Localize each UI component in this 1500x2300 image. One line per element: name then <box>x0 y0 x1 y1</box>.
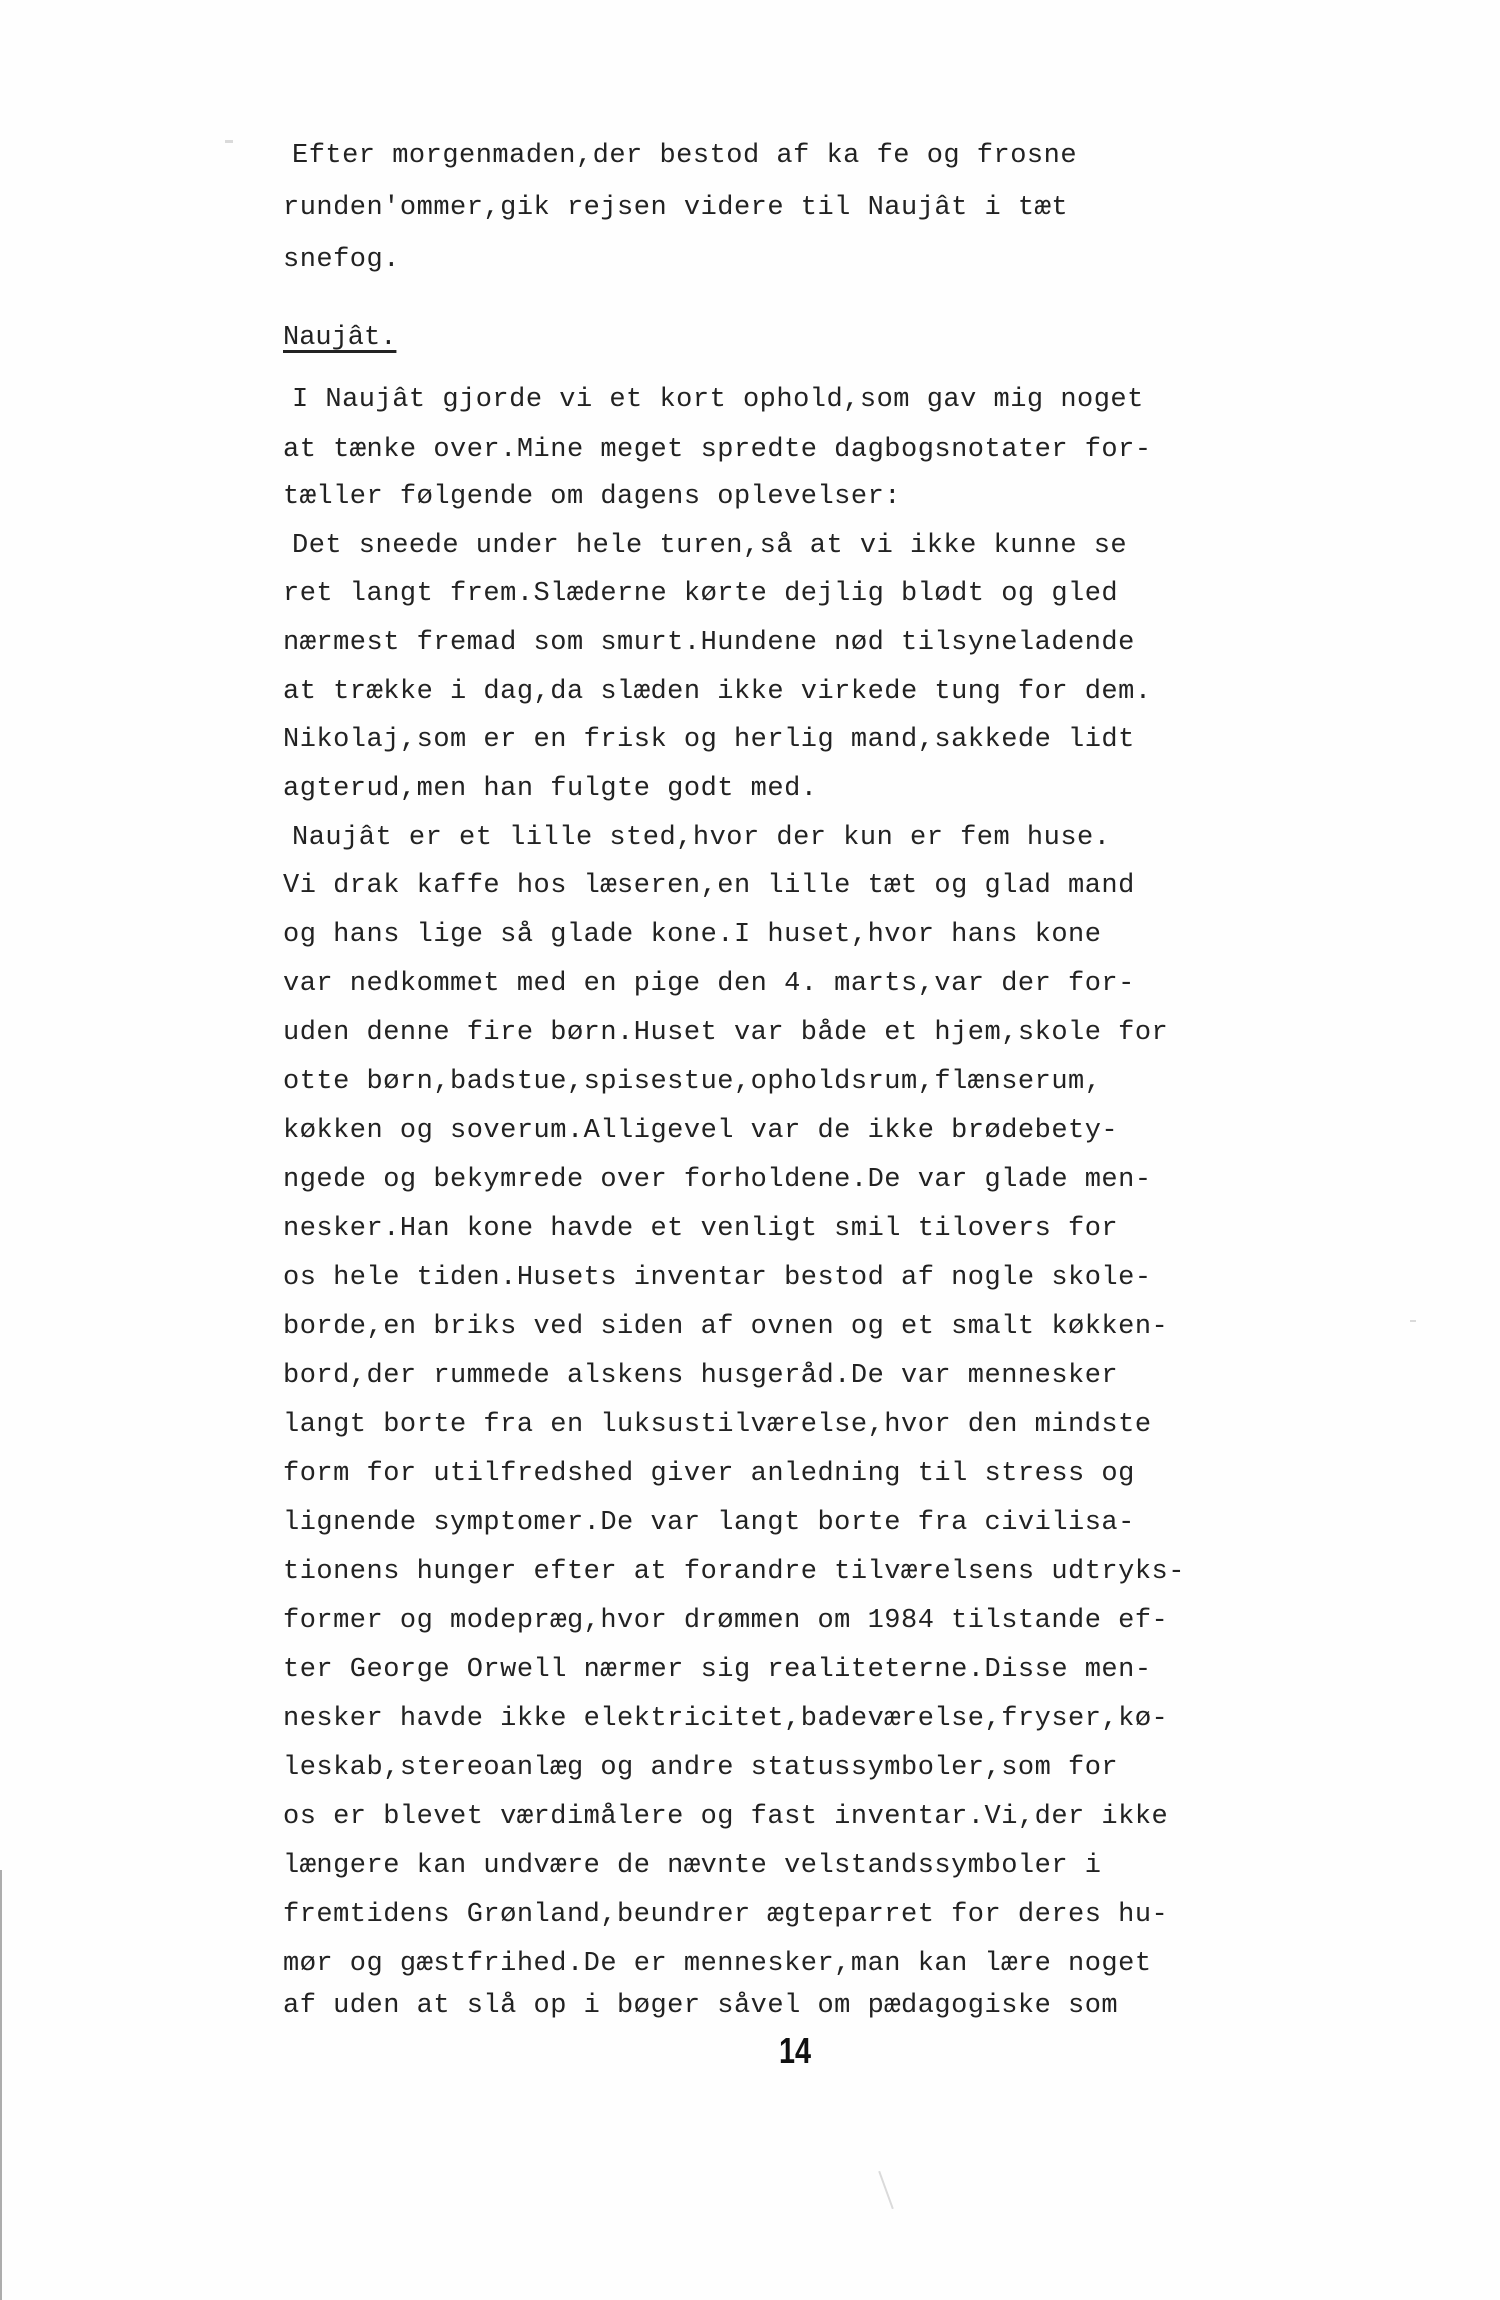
text-line: langt borte fra en luksustilværelse,hvor den mindste <box>283 1410 1152 1440</box>
text-line: ret langt frem.Slæderne kørte dejlig blødt og gled <box>283 579 1119 609</box>
page-edge <box>0 1870 2 2300</box>
text-line: form for utilfredshed giver anledning til stress og <box>283 1459 1135 1489</box>
text-line: I Naujât gjorde vi et kort ophold,som gav mig noget <box>292 385 1144 415</box>
text-line: køkken og soverum.Alligevel var de ikke brødebety- <box>283 1116 1119 1146</box>
text-line: former og modepræg,hvor drømmen om 1984 tilstande ef- <box>283 1606 1169 1636</box>
text-line: lignende symptomer.De var langt borte fra civilisa- <box>283 1508 1135 1538</box>
text-line: borde,en briks ved siden af ovnen og et smalt køkken- <box>283 1312 1169 1342</box>
text-line: tionens hunger efter at forandre tilværelsens udtryks- <box>283 1557 1185 1587</box>
text-line: runden'ommer,gik rejsen videre til Naujât i tæt <box>283 193 1069 223</box>
scan-speck <box>225 140 233 143</box>
text-line: at tænke over.Mine meget spredte dagbogsnotater for- <box>283 435 1152 465</box>
text-line: leskab,stereoanlæg og andre statussymboler,som for <box>283 1753 1119 1783</box>
text-line: nesker.Han kone havde et venligt smil tilovers for <box>283 1214 1119 1244</box>
text-line: nesker havde ikke elektricitet,badeværelse,fryser,kø- <box>283 1704 1169 1734</box>
text-line: tæller følgende om dagens oplevelser: <box>283 482 901 512</box>
text-line: fremtidens Grønland,beundrer ægteparret for deres hu- <box>283 1900 1169 1930</box>
text-line: og hans lige så glade kone.I huset,hvor hans kone <box>283 920 1102 950</box>
text-line: af uden at slå op i bøger såvel om pædagogiske som <box>283 1991 1119 2021</box>
text-line: ter George Orwell nærmer sig realiteterne.Disse men- <box>283 1655 1152 1685</box>
text-line: Nikolaj,som er en frisk og herlig mand,sakkede lidt <box>283 725 1135 755</box>
text-line: Naujât er et lille sted,hvor der kun er fem huse. <box>292 823 1111 853</box>
text-line: agterud,men han fulgte godt med. <box>283 774 818 804</box>
text-line: at trække i dag,da slæden ikke virkede tung for dem. <box>283 677 1152 707</box>
text-line: Det sneede under hele turen,så at vi ikke kunne se <box>292 531 1128 561</box>
text-line: os er blevet værdimålere og fast inventar.Vi,der ikke <box>283 1802 1169 1832</box>
text-line: længere kan undvære de nævnte velstandssymboler i <box>283 1851 1102 1881</box>
section-heading: Naujât. <box>283 323 397 353</box>
text-line: bord,der rummede alskens husgeråd.De var mennesker <box>283 1361 1119 1391</box>
text-line: mør og gæstfrihed.De er mennesker,man kan lære noget <box>283 1949 1152 1979</box>
text-line: snefog. <box>283 245 400 275</box>
scan-speck <box>878 2171 894 2209</box>
text-line: Vi drak kaffe hos læseren,en lille tæt og glad mand <box>283 871 1135 901</box>
text-line: ngede og bekymrede over forholdene.De var glade men- <box>283 1165 1152 1195</box>
text-line: uden denne fire børn.Huset var både et hjem,skole for <box>283 1018 1169 1048</box>
text-line: nærmest fremad som smurt.Hundene nød tilsyneladende <box>283 628 1135 658</box>
text-line: var nedkommet med en pige den 4. marts,var der for- <box>283 969 1135 999</box>
scan-speck <box>1410 1320 1416 1322</box>
text-line: os hele tiden.Husets inventar bestod af nogle skole- <box>283 1263 1152 1293</box>
page-number: 14 <box>779 2030 812 2071</box>
text-line: otte børn,badstue,spisestue,opholdsrum,flænserum, <box>283 1067 1102 1097</box>
text-line: Efter morgenmaden,der bestod af ka fe og frosne <box>292 141 1078 171</box>
